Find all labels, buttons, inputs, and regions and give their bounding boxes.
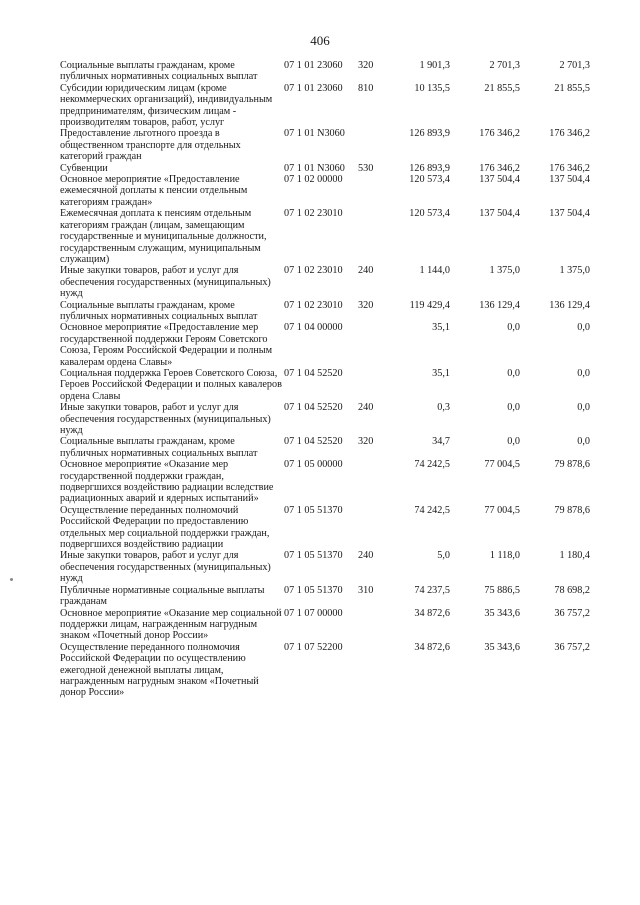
cell-v2: 176 346,2 <box>479 162 520 174</box>
cell-name: Социальные выплаты гражданам, кроме публичных нормативных социальных выплат <box>60 60 258 83</box>
cell-v2: 77 004,5 <box>484 459 520 471</box>
cell-v3: 1 375,0 <box>559 265 590 277</box>
table-row <box>60 608 592 642</box>
cell-v2: 77 004,5 <box>484 504 520 516</box>
cell-v2: 1 375,0 <box>489 265 520 277</box>
cell-code: 07 1 01 23060 <box>284 82 343 94</box>
cell-v3: 0,0 <box>577 436 590 448</box>
table-row <box>60 436 592 459</box>
cell-type: 240 <box>358 265 374 277</box>
cell-name: Социальные выплаты гражданам, кроме публичных нормативных социальных выплат <box>60 436 258 459</box>
cell-v1: 1 901,3 <box>419 60 450 71</box>
cell-name: Осуществление переданных полномочий Российской Федерации по предоставлению отдельных мер социальной поддержки граждан, подвергшихся воздействию радиации <box>60 504 270 551</box>
cell-name: Основное мероприятие «Предоставление ежемесячной доплаты к пенсии отдельным категориям граждан» <box>60 174 248 208</box>
table-row <box>60 300 592 323</box>
cell-v1: 126 893,9 <box>409 128 450 140</box>
table-row <box>60 163 592 174</box>
cell-v1: 1 144,0 <box>419 265 450 277</box>
cell-v3: 0,0 <box>577 367 590 379</box>
cell-v3: 136 129,4 <box>549 299 590 311</box>
table-row <box>60 174 592 208</box>
table-row <box>60 642 592 699</box>
cell-type: 530 <box>358 162 374 174</box>
table-row <box>60 322 592 368</box>
scan-mark <box>10 578 13 581</box>
cell-name: Иные закупки товаров, работ и услуг для обеспечения государственных (муниципальных) нужд <box>60 550 271 585</box>
table-row <box>60 208 592 265</box>
cell-v1: 35,1 <box>432 322 450 334</box>
cell-v2: 0,0 <box>507 402 520 414</box>
cell-v2: 176 346,2 <box>479 128 520 140</box>
cell-name: Иные закупки товаров, работ и услуг для обеспечения государственных (муниципальных) нужд <box>60 265 271 300</box>
budget-table <box>60 60 592 699</box>
cell-v3: 176 346,2 <box>549 162 590 174</box>
cell-v3: 176 346,2 <box>549 128 590 140</box>
cell-v1: 0,3 <box>437 402 450 414</box>
cell-code: 07 1 05 51370 <box>284 550 343 562</box>
table-row <box>60 550 592 584</box>
cell-v3: 137 504,4 <box>549 208 590 220</box>
cell-v3: 36 757,2 <box>554 641 590 653</box>
cell-name: Публичные нормативные социальные выплаты гражданам <box>60 584 265 608</box>
cell-v2: 0,0 <box>507 367 520 379</box>
cell-code: 07 1 05 51370 <box>284 504 343 516</box>
cell-name: Основное мероприятие «Оказание мер государственной поддержки граждан, подвергшихся воздействию радиации вследствие радиационных аварий и ядерных испытаний» <box>60 459 274 505</box>
cell-v1: 74 237,5 <box>414 584 450 596</box>
cell-v3: 36 757,2 <box>554 607 590 619</box>
cell-type: 810 <box>358 82 374 94</box>
cell-name: Основное мероприятие «Предоставление мер государственной поддержки Героям Советского Союза, Героям Российской Федерации и полным кавалерам ордена Славы» <box>60 322 273 368</box>
cell-v1: 120 573,4 <box>409 208 450 220</box>
cell-code: 07 1 04 52520 <box>284 367 343 379</box>
table-row <box>60 265 592 299</box>
cell-v1: 74 242,5 <box>414 504 450 516</box>
cell-name: Социальные выплаты гражданам, кроме публичных нормативных социальных выплат <box>60 299 258 322</box>
cell-code: 07 1 05 00000 <box>284 459 343 471</box>
cell-type: 310 <box>358 584 374 596</box>
cell-name: Субсидии юридическим лицам (кроме некоммерческих организаций), индивидуальным предпринимателям, физическим лицам - производителям товаров, работ, услуг <box>60 82 273 129</box>
cell-code: 07 1 05 51370 <box>284 584 343 596</box>
table-row <box>60 585 592 608</box>
cell-v1: 120 573,4 <box>409 174 450 186</box>
cell-v2: 0,0 <box>507 322 520 334</box>
cell-v1: 126 893,9 <box>409 162 450 174</box>
cell-v1: 74 242,5 <box>414 459 450 471</box>
cell-code: 07 1 04 52520 <box>284 436 343 448</box>
cell-name: Субвенции <box>60 162 108 174</box>
cell-v2: 21 855,5 <box>484 82 520 94</box>
cell-v2: 137 504,4 <box>479 208 520 220</box>
cell-v1: 35,1 <box>432 367 450 379</box>
cell-code: 07 1 04 52520 <box>284 402 343 414</box>
cell-v3: 2 701,3 <box>559 60 590 71</box>
table-row <box>60 505 592 551</box>
cell-code: 07 1 01 N3060 <box>284 162 345 174</box>
table-row <box>60 128 592 162</box>
cell-v2: 35 343,6 <box>484 607 520 619</box>
cell-name: Осуществление переданного полномочия Российской Федерации по осуществлению ежегодной денежной выплаты лицам, награжденным нагрудным знаком «Почетный донор России» <box>60 641 259 699</box>
cell-type: 320 <box>358 299 374 311</box>
cell-v1: 119 429,4 <box>409 299 450 311</box>
cell-code: 07 1 02 23010 <box>284 265 343 277</box>
cell-v2: 136 129,4 <box>479 299 520 311</box>
cell-type: 320 <box>358 60 374 71</box>
cell-v1: 10 135,5 <box>414 82 450 94</box>
cell-v2: 75 886,5 <box>484 584 520 596</box>
table-row <box>60 83 592 129</box>
cell-v2: 137 504,4 <box>479 174 520 186</box>
page-number: 406 <box>310 33 330 48</box>
cell-type: 240 <box>358 402 374 414</box>
cell-v3: 137 504,4 <box>549 174 590 186</box>
cell-code: 07 1 01 N3060 <box>284 128 345 140</box>
cell-code: 07 1 02 23010 <box>284 299 343 311</box>
cell-v1: 34 872,6 <box>414 641 450 653</box>
cell-code: 07 1 07 00000 <box>284 607 343 619</box>
cell-v3: 79 878,6 <box>554 459 590 471</box>
cell-v3: 79 878,6 <box>554 504 590 516</box>
cell-v1: 5,0 <box>437 550 450 562</box>
cell-name: Ежемесячная доплата к пенсиям отдельным категориям граждан (лицам, замещающим государственные и муниципальные должности, государственным служащим, муниципальным служащим) <box>60 208 267 265</box>
cell-type: 320 <box>358 436 374 448</box>
cell-v2: 2 701,3 <box>489 60 520 71</box>
cell-code: 07 1 02 23010 <box>284 208 343 220</box>
cell-v2: 1 118,0 <box>489 550 520 562</box>
cell-v1: 34,7 <box>432 436 450 448</box>
table-row <box>60 459 592 505</box>
cell-v2: 35 343,6 <box>484 641 520 653</box>
cell-name: Основное мероприятие «Оказание мер социальной поддержки лицам, награжденным нагрудным знаком «Почетный донор России» <box>60 607 282 642</box>
table-row <box>60 368 592 402</box>
cell-code: 07 1 04 00000 <box>284 322 343 334</box>
cell-v1: 34 872,6 <box>414 607 450 619</box>
table-row <box>60 60 592 83</box>
cell-name: Предоставление льготного проезда в общественном транспорте для отдельных категорий граждан <box>60 128 241 163</box>
cell-name: Социальная поддержка Героев Советского Союза, Героев Российской Федерации и полных кавалеров ордена Славы <box>60 367 282 402</box>
cell-name: Иные закупки товаров, работ и услуг для обеспечения государственных (муниципальных) нужд <box>60 402 271 436</box>
cell-code: 07 1 01 23060 <box>284 60 343 71</box>
cell-type: 240 <box>358 550 374 562</box>
cell-v3: 0,0 <box>577 322 590 334</box>
cell-v3: 21 855,5 <box>554 82 590 94</box>
cell-v3: 0,0 <box>577 402 590 414</box>
cell-v2: 0,0 <box>507 436 520 448</box>
cell-v3: 78 698,2 <box>554 584 590 596</box>
cell-code: 07 1 07 52200 <box>284 641 343 653</box>
table-row <box>60 402 592 436</box>
cell-code: 07 1 02 00000 <box>284 174 343 186</box>
cell-v3: 1 180,4 <box>559 550 590 562</box>
